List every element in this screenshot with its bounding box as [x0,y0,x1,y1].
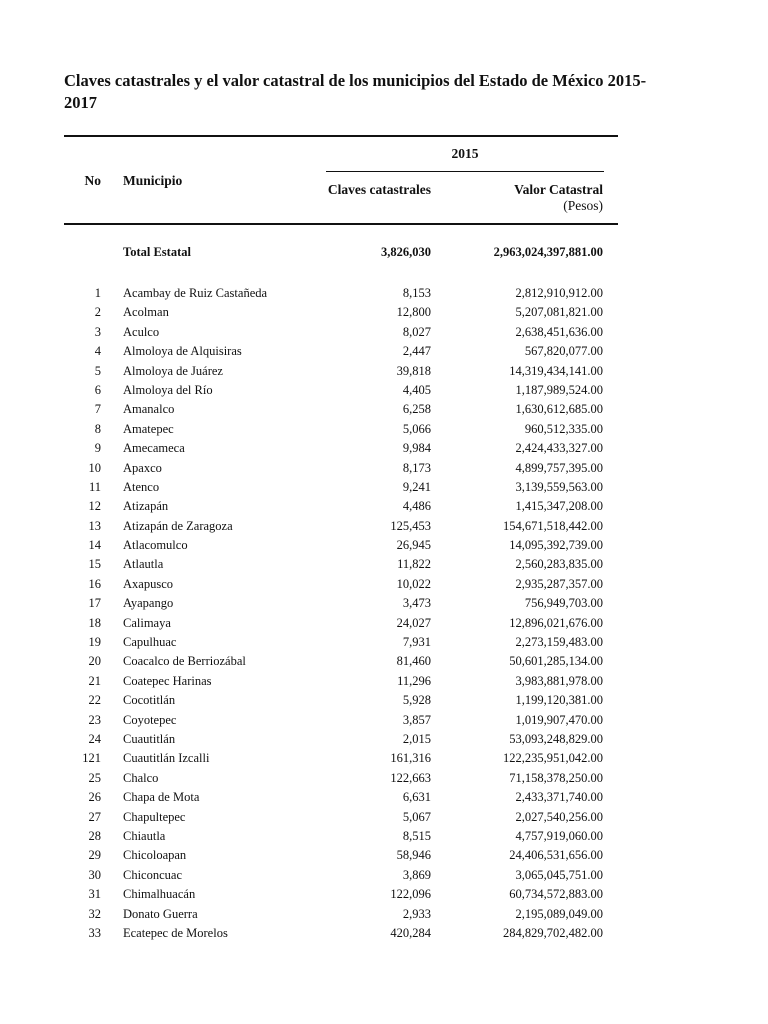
row-municipio: Ayapango [123,596,174,611]
row-number: 17 [88,596,101,611]
row-valor: 154,671,518,442.00 [503,518,603,533]
row-number: 24 [88,731,101,746]
table-row [64,846,618,865]
row-municipio: Atenco [123,479,160,494]
table-row [64,633,618,652]
row-number: 30 [88,867,101,882]
row-claves: 58,946 [396,848,431,863]
row-claves: 8,153 [402,286,431,300]
total-label: Total Estatal [123,245,191,259]
row-valor: 2,195,089,049.00 [515,906,603,921]
table-row [64,866,618,885]
row-valor: 12,896,021,676.00 [509,615,603,630]
row-valor: 60,734,572,883.00 [509,887,603,902]
row-number: 9 [94,441,101,456]
row-claves: 3,473 [402,596,431,611]
row-municipio: Chalco [123,770,159,785]
row-valor: 1,199,120,381.00 [515,693,603,708]
row-claves: 24,027 [396,615,431,630]
row-claves: 9,241 [402,479,431,494]
table-row [64,788,618,807]
row-municipio: Amatepec [123,421,174,436]
year-header: 2015 [451,146,479,161]
table-row [64,769,618,788]
year-underline-rule [326,171,604,172]
row-valor: 4,757,919,060.00 [515,828,603,843]
row-valor: 71,158,378,250.00 [509,770,603,785]
row-municipio: Coatepec Harinas [123,673,212,688]
row-number: 18 [88,615,101,630]
row-claves: 3,869 [402,867,431,882]
table-row [64,711,618,730]
column-header-claves: Claves catastrales [327,182,431,197]
row-number: 32 [88,906,101,921]
table-row [64,808,618,827]
row-number: 4 [94,344,101,359]
row-municipio: Capulhuac [123,635,177,650]
table-row [64,614,618,633]
row-number: 28 [88,828,101,843]
row-number: 8 [94,421,101,436]
table-row [64,885,618,904]
row-claves: 8,515 [402,828,431,843]
row-claves: 8,173 [402,460,431,475]
table-row [64,536,618,555]
row-number: 6 [94,382,101,397]
row-claves: 4,405 [402,382,431,397]
row-claves: 11,296 [397,673,431,688]
row-municipio: Apaxco [123,460,162,475]
row-valor: 1,415,347,208.00 [515,499,603,514]
row-valor: 1,187,989,524.00 [515,382,603,397]
table-row [64,691,618,710]
column-header-municipio: Municipio [123,173,183,188]
row-number: 11 [88,479,101,494]
table-row [64,672,618,691]
row-number: 10 [88,460,101,475]
page-title: Claves catastrales y el valor catastral de los municipios del Estado de México 2015-2017 [64,71,647,112]
row-municipio: Atlacomulco [123,538,188,553]
row-claves: 122,663 [390,770,431,785]
row-claves: 81,460 [396,654,431,669]
row-number: 121 [82,751,101,766]
row-claves: 11,822 [397,557,431,572]
row-valor: 4,899,757,395.00 [515,460,603,475]
row-number: 19 [88,635,101,650]
row-number: 1 [94,286,101,300]
row-number: 3 [94,324,101,339]
row-municipio: Chicoloapan [123,848,187,863]
row-claves: 2,933 [402,906,431,921]
row-claves: 122,096 [390,887,431,902]
table-row [64,342,618,361]
row-municipio: Ecatepec de Morelos [123,925,228,940]
row-valor: 2,027,540,256.00 [515,809,603,824]
column-header-no: No [84,173,101,188]
row-claves: 39,818 [396,363,431,378]
row-claves: 2,015 [402,731,431,746]
table-row [64,420,618,439]
row-valor: 567,820,077.00 [524,344,603,359]
row-valor: 960,512,335.00 [524,421,603,436]
row-valor: 3,139,559,563.00 [515,479,603,494]
column-header-valor-label: Valor Catastral [514,182,603,197]
row-valor: 1,019,907,470.00 [515,712,603,727]
row-municipio: Coacalco de Berriozábal [123,654,246,669]
row-municipio: Coyotepec [123,712,177,727]
row-claves: 5,067 [402,809,431,824]
table-top-rule [64,135,618,137]
table-row [64,749,618,768]
row-number: 31 [88,887,101,902]
row-number: 13 [88,518,101,533]
row-municipio: Atizapán [123,499,169,514]
table-row [64,517,618,536]
row-claves: 6,631 [402,790,431,805]
row-number: 29 [88,848,101,863]
row-municipio: Aculco [123,324,160,339]
row-number: 7 [94,402,101,417]
column-header-valor-unit: (Pesos) [563,198,603,213]
table-row [64,478,618,497]
table-row [64,381,618,400]
row-claves: 10,022 [396,576,431,591]
row-municipio: Cuautitlán Izcalli [123,751,210,766]
row-number: 15 [88,557,101,572]
row-claves: 4,486 [402,499,431,514]
row-valor: 5,207,081,821.00 [515,305,603,320]
row-valor: 53,093,248,829.00 [509,731,603,746]
table-body [64,284,618,943]
row-claves: 7,931 [402,635,431,650]
table-row [64,594,618,613]
row-valor: 3,983,881,978.00 [515,673,603,688]
row-valor: 2,935,287,357.00 [515,576,603,591]
row-municipio: Donato Guerra [123,906,198,921]
row-claves: 125,453 [390,518,431,533]
table-row [64,439,618,458]
table-row [64,555,618,574]
row-valor: 2,638,451,636.00 [515,324,603,339]
row-number: 14 [88,538,101,553]
table-row [64,497,618,516]
table-row [64,303,618,322]
row-valor: 756,949,703.00 [524,596,603,611]
row-claves: 5,066 [402,421,431,436]
total-claves: 3,826,030 [381,245,431,259]
table-row [64,924,618,943]
table-row [64,652,618,671]
row-municipio: Calimaya [123,615,171,630]
row-valor: 24,406,531,656.00 [509,848,603,863]
row-number: 25 [88,770,101,785]
row-municipio: Acambay de Ruiz Castañeda [123,286,268,300]
row-number: 22 [88,693,101,708]
row-municipio: Almoloya de Alquisiras [123,344,242,359]
row-number: 23 [88,712,101,727]
row-municipio: Cocotitlán [123,693,176,708]
row-valor: 14,319,434,141.00 [509,363,603,378]
header-bottom-rule [64,223,618,225]
table-row [64,400,618,419]
row-number: 16 [88,576,101,591]
row-claves: 3,857 [402,712,431,727]
row-municipio: Chapa de Mota [123,790,200,805]
row-number: 27 [88,809,101,824]
table-row [64,575,618,594]
table-row [64,323,618,342]
row-municipio: Acolman [123,305,169,320]
row-valor: 2,560,283,835.00 [515,557,603,572]
row-valor: 50,601,285,134.00 [509,654,603,669]
row-number: 5 [94,363,101,378]
row-claves: 26,945 [396,538,431,553]
row-municipio: Almoloya de Juárez [123,363,223,378]
row-municipio: Chapultepec [123,809,186,824]
row-number: 21 [88,673,101,688]
row-valor: 2,433,371,740.00 [515,790,603,805]
row-municipio: Axapusco [123,576,173,591]
table-row [64,362,618,381]
row-claves: 9,984 [402,441,431,456]
total-valor: 2,963,024,397,881.00 [493,245,603,259]
row-claves: 12,800 [396,305,431,320]
table-row [64,730,618,749]
row-claves: 161,316 [390,751,431,766]
row-municipio: Atlautla [123,557,164,572]
row-valor: 2,812,910,912.00 [515,286,603,300]
table-row [64,459,618,478]
row-municipio: Atizapán de Zaragoza [123,518,233,533]
row-valor: 3,065,045,751.00 [515,867,603,882]
table-row [64,905,618,924]
row-municipio: Chiautla [123,828,166,843]
row-number: 2 [94,305,101,320]
row-municipio: Amanalco [123,402,175,417]
row-claves: 420,284 [390,925,431,940]
row-valor: 14,095,392,739.00 [509,538,603,553]
row-valor: 2,424,433,327.00 [515,441,603,456]
row-valor: 122,235,951,042.00 [503,751,603,766]
row-claves: 5,928 [402,693,431,708]
row-number: 26 [88,790,101,805]
row-claves: 2,447 [402,344,431,359]
row-number: 20 [88,654,101,669]
row-number: 12 [88,499,101,514]
row-valor: 1,630,612,685.00 [515,402,603,417]
row-municipio: Amecameca [123,441,185,456]
row-number: 33 [88,925,101,940]
row-claves: 8,027 [402,324,431,339]
row-municipio: Chiconcuac [123,867,183,882]
row-valor: 2,273,159,483.00 [515,635,603,650]
row-valor: 284,829,702,482.00 [503,925,603,940]
row-municipio: Almoloya del Río [123,382,213,397]
row-claves: 6,258 [402,402,431,417]
row-municipio: Chimalhuacán [123,887,196,902]
table-row [64,284,618,303]
column-header-valor [430,182,603,214]
row-municipio: Cuautitlán [123,731,176,746]
table-row [64,827,618,846]
